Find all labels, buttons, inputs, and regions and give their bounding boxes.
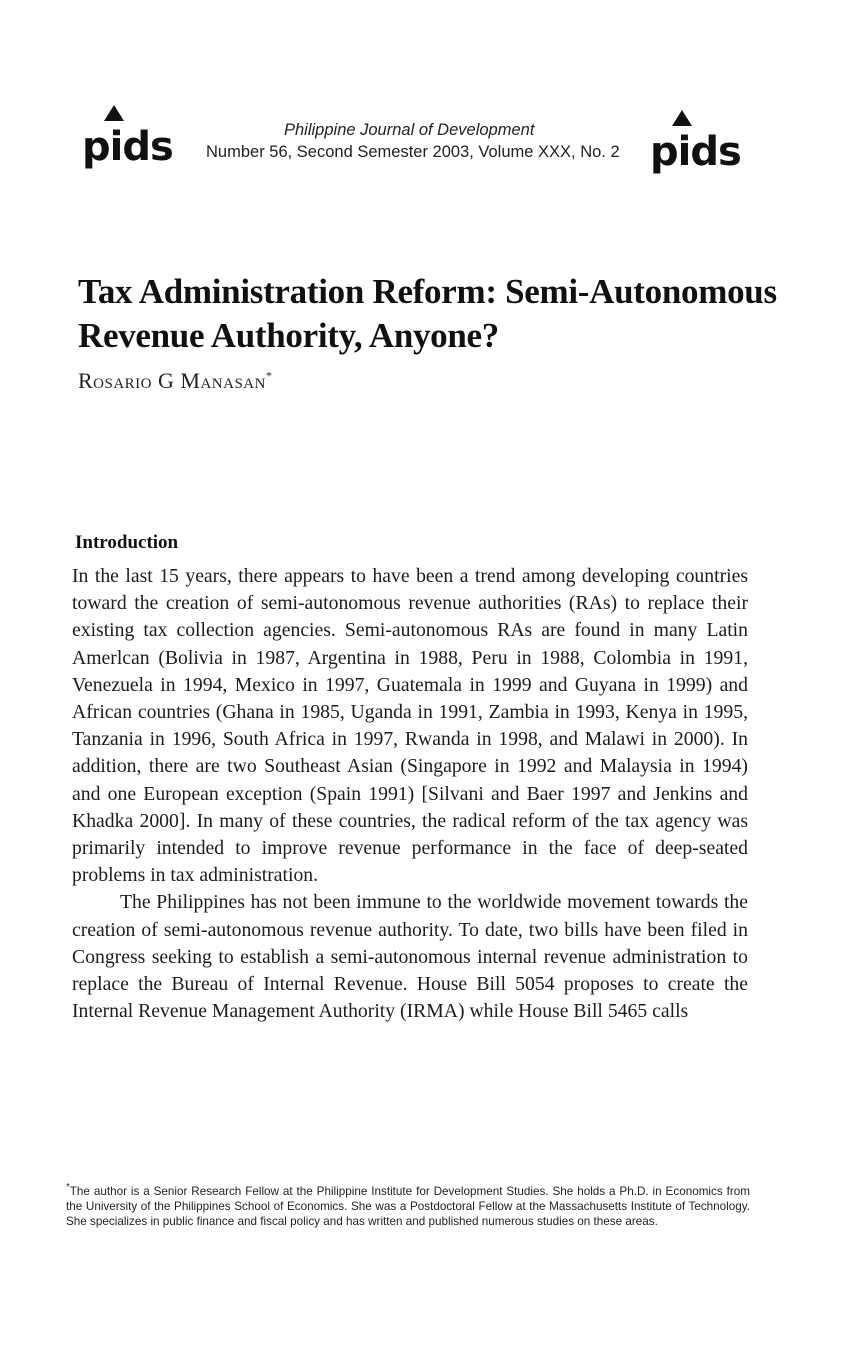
journal-name: Philippine Journal of Development [284,121,535,139]
body-paragraph: The Philippines has not been immune to the worldwide movement towards the creation of semi-autonomous revenue authority. To date, two bills have been filed in Congress seeking to establish a semi-autonomous internal revenue administration to replace the Bureau of Internal Revenue. House Bill 5054 proposes to create the Internal Revenue Management Authority (IRMA) while House Bill 5465 calls [72,891,748,1023]
article-title: Tax Administration Reform: Semi-Autonomous Revenue Authority, Anyone? [78,272,777,355]
author-footnote-mark: * [265,368,273,383]
pids-logo-left: pids [82,127,173,167]
section-heading: Introduction [75,532,179,553]
arrow-up-icon [104,105,124,121]
body-paragraph: In the last 15 years, there appears to have been a trend among developing countries toward the creation of semi-autonomous revenue authorities (RAs) to replace their existing tax collection agencies. Semi-autonomous RAs are found in many Latin Amerlcan (Bolivia in 1987, Argentina in 1988, Peru in 1988, Colombia in 1991, Venezuela in 1994, Mexico in 1997, Guatemala in 1999 and Guyana in 1999) and African countries (Ghana in 1985, Uganda in 1991, Zambia in 1993, Kenya in 1995, Tanzania in 1996, South Africa in 1997, Rwanda in 1998, and Malawi in 2000). In addition, there are two Southeast Asian (Singapore in 1992 and Malaysia in 1994) and one European exception (Spain 1991) [Silvani and Baer 1997 and Jenkins and Khadka 2000]. In many of these countries, the radical reform of the tax agency was primarily intended to improve revenue performance in the face of deep-seated problems in tax administration. [72,565,748,887]
article-body [72,563,748,1025]
author-footnote: *The author is a Senior Research Fellow at the Philippine Institute for Development Studies. She holds a Ph.D. in Economics from the University of the Philippines School of Economics. She was a Postdoctoral Fellow at the Massachusetts Institute of Technology. She specializes in public finance and fiscal policy and has written and published numerous studies on these areas. [66,1182,750,1228]
pids-logo-right: pids [650,132,741,172]
journal-info [206,119,646,163]
author-name: Rosario G Manasan* [78,368,273,393]
arrow-up-icon [672,110,692,126]
journal-header [0,105,856,175]
issue-line: Number 56, Second Semester 2003, Volume XXX, No. 2 [206,143,620,161]
